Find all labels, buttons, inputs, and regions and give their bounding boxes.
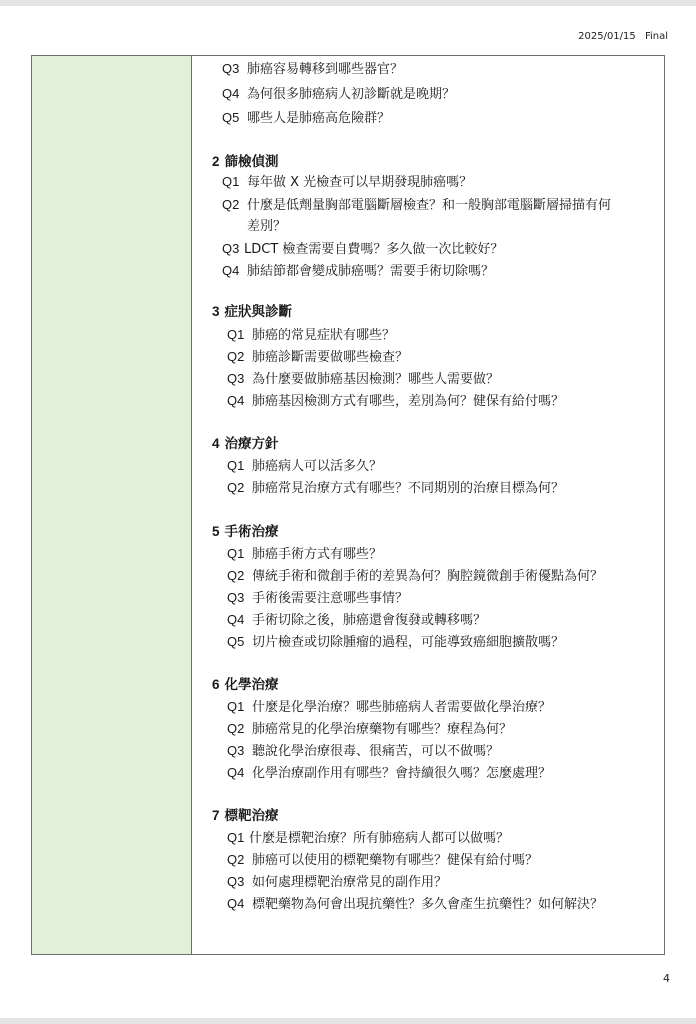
question-item: Q2 肺癌常見的化學治療藥物有哪些？療程為何？ bbox=[227, 721, 513, 737]
question-item: Q4 肺結節都會變成肺癌嗎？需要手術切除嗎？ bbox=[222, 263, 495, 279]
question-item: Q1 肺癌病人可以活多久？ bbox=[227, 458, 383, 474]
question-item: Q1 肺癌手術方式有哪些？ bbox=[227, 546, 383, 562]
question-item: Q5 哪些人是肺癌高危險群？ bbox=[222, 110, 391, 126]
section-heading: 4 治療方針 bbox=[212, 436, 279, 452]
section-heading: 3 症狀與診斷 bbox=[212, 304, 293, 320]
question-item-continuation: 差別？ bbox=[247, 219, 287, 234]
question-item: Q3 LDCT 檢查需要自費嗎？多久做一次比較好？ bbox=[222, 241, 504, 257]
question-item: Q1 什麼是標靶治療？所有肺癌病人都可以做嗎？ bbox=[227, 830, 510, 846]
question-item: Q1 什麼是化學治療？哪些肺癌病人者需要做化學治療？ bbox=[227, 699, 552, 715]
question-item: Q3 手術後需要注意哪些事情？ bbox=[227, 590, 409, 606]
question-item: Q4 為何很多肺癌病人初診斷就是晚期？ bbox=[222, 86, 456, 102]
question-item: Q4 標靶藥物為何會出現抗藥性？多久會產生抗藥性？如何解決？ bbox=[227, 896, 604, 912]
question-item: Q4 肺癌基因檢測方式有哪些，差別為何？健保有給付嗎？ bbox=[227, 393, 565, 409]
question-item: Q5 切片檢查或切除腫瘤的過程，可能導致癌細胞擴散嗎？ bbox=[227, 634, 565, 650]
question-item: Q2 肺癌常見治療方式有哪些？不同期別的治療目標為何？ bbox=[227, 480, 565, 496]
question-item: Q2 傳統手術和微創手術的差異為何？胸腔鏡微創手術優點為何？ bbox=[227, 568, 604, 584]
document-header-meta bbox=[578, 31, 668, 42]
section-heading: 2 篩檢偵測 bbox=[212, 154, 279, 170]
question-item: Q2 什麼是低劑量胸部電腦斷層檢查？和一般胸部電腦斷層掃描有何 bbox=[222, 197, 612, 213]
section-heading: 5 手術治療 bbox=[212, 524, 279, 540]
document-status: Final bbox=[644, 31, 668, 42]
section-heading: 6 化學治療 bbox=[212, 677, 279, 693]
table-right-column bbox=[192, 56, 664, 954]
question-item: Q3 如何處理標靶治療常見的副作用？ bbox=[227, 874, 448, 890]
page-number: 4 bbox=[663, 972, 670, 985]
question-item: Q4 化學治療副作用有哪些？會持續很久嗎？怎麼處理？ bbox=[227, 765, 552, 781]
section-heading: 7 標靶治療 bbox=[212, 808, 279, 824]
question-item: Q3 肺癌容易轉移到哪些器官？ bbox=[222, 61, 404, 77]
question-item: Q1 每年做 X 光檢查可以早期發現肺癌嗎？ bbox=[222, 174, 473, 190]
question-item: Q2 肺癌可以使用的標靶藥物有哪些？健保有給付嗎？ bbox=[227, 852, 539, 868]
question-item: Q2 肺癌診斷需要做哪些檢查？ bbox=[227, 349, 409, 365]
question-item: Q4 手術切除之後，肺癌還會復發或轉移嗎？ bbox=[227, 612, 487, 628]
document-page bbox=[0, 6, 696, 1018]
question-item: Q1 肺癌的常見症狀有哪些？ bbox=[227, 327, 396, 343]
faq-table bbox=[31, 55, 665, 955]
question-item: Q3 聽說化學治療很毒、很痛苦，可以不做嗎？ bbox=[227, 743, 500, 759]
table-left-column bbox=[32, 56, 192, 954]
document-date: 2025/01/15 bbox=[578, 31, 636, 42]
question-item: Q3 為什麼要做肺癌基因檢測？哪些人需要做？ bbox=[227, 371, 500, 387]
